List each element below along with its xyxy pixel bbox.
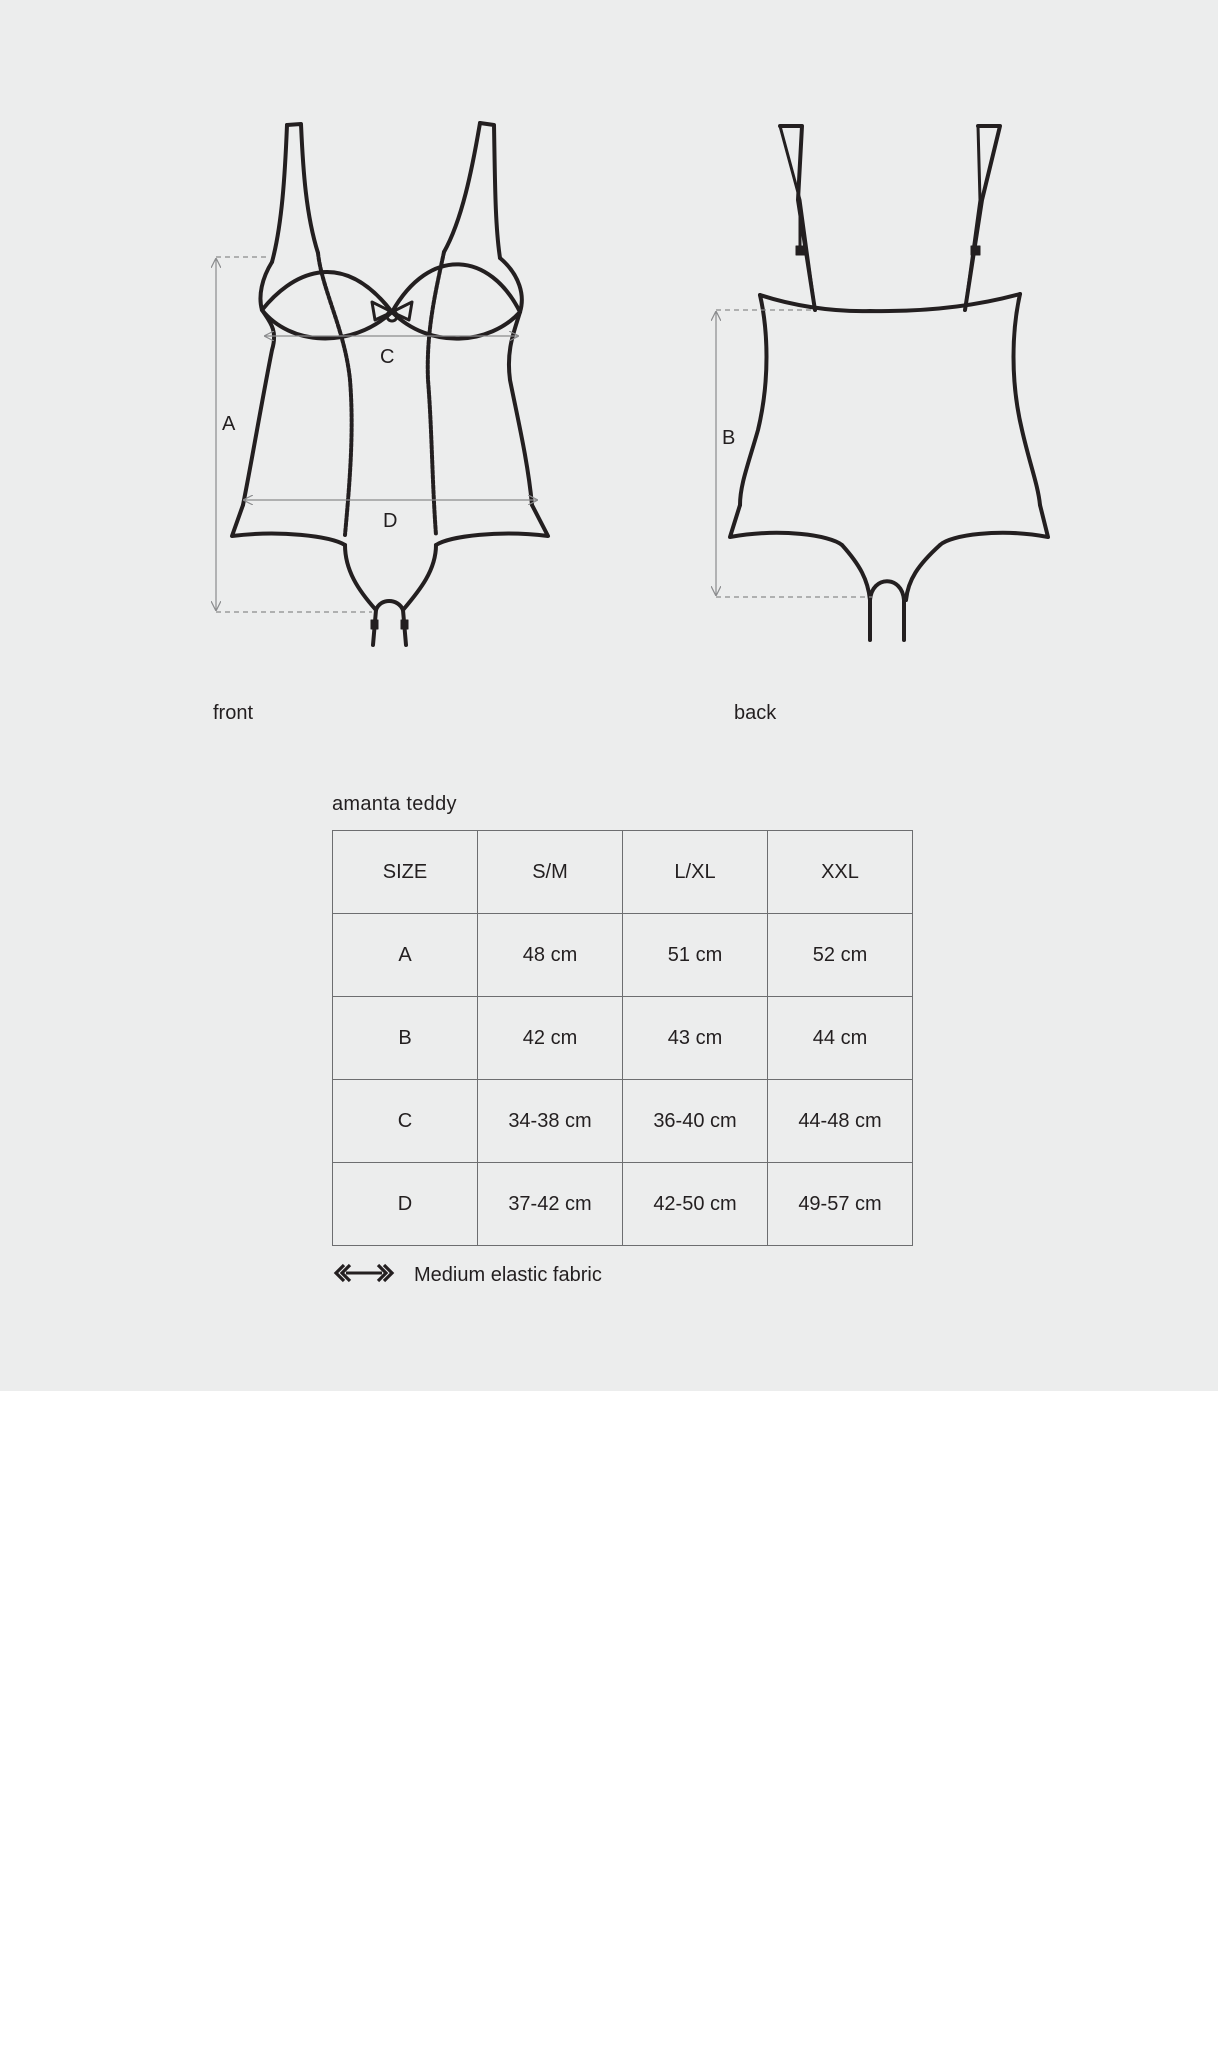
table-cell: D xyxy=(333,1163,478,1246)
size-table xyxy=(332,830,913,1246)
front-view-drawing xyxy=(232,123,548,645)
product-title: amanta teddy xyxy=(332,793,457,815)
table-row xyxy=(333,1163,913,1246)
table-cell: 52 cm xyxy=(768,914,913,997)
table-cell: 37-42 cm xyxy=(478,1163,623,1246)
table-cell: 51 cm xyxy=(623,914,768,997)
table-header-row xyxy=(333,831,913,914)
header-cell: XXL xyxy=(768,831,913,914)
table-cell: 42 cm xyxy=(478,997,623,1080)
table-cell: 44 cm xyxy=(768,997,913,1080)
table-cell: B xyxy=(333,997,478,1080)
table-cell: 34-38 cm xyxy=(478,1080,623,1163)
header-cell: SIZE xyxy=(333,831,478,914)
elastic-legend xyxy=(332,1260,602,1290)
table-cell: 43 cm xyxy=(623,997,768,1080)
back-view-drawing xyxy=(730,126,1048,640)
table-row xyxy=(333,997,913,1080)
measure-letter-b: B xyxy=(722,427,736,449)
measure-letter-d: D xyxy=(383,510,398,532)
table-cell: C xyxy=(333,1080,478,1163)
header-cell: L/XL xyxy=(623,831,768,914)
elastic-arrows-icon xyxy=(332,1262,396,1289)
table-row xyxy=(333,1080,913,1163)
table-cell: 44-48 cm xyxy=(768,1080,913,1163)
header-cell: S/M xyxy=(478,831,623,914)
legend-text: Medium elastic fabric xyxy=(414,1263,602,1286)
measure-letter-c: C xyxy=(380,346,395,368)
table-cell: 36-40 cm xyxy=(623,1080,768,1163)
measure-letter-a: A xyxy=(222,413,236,435)
table-row xyxy=(333,914,913,997)
table-cell: 42-50 cm xyxy=(623,1163,768,1246)
front-view-label: front xyxy=(213,702,254,724)
table-cell: 49-57 cm xyxy=(768,1163,913,1246)
table-cell: 48 cm xyxy=(478,914,623,997)
back-view-label: back xyxy=(734,702,777,724)
table-cell: A xyxy=(333,914,478,997)
